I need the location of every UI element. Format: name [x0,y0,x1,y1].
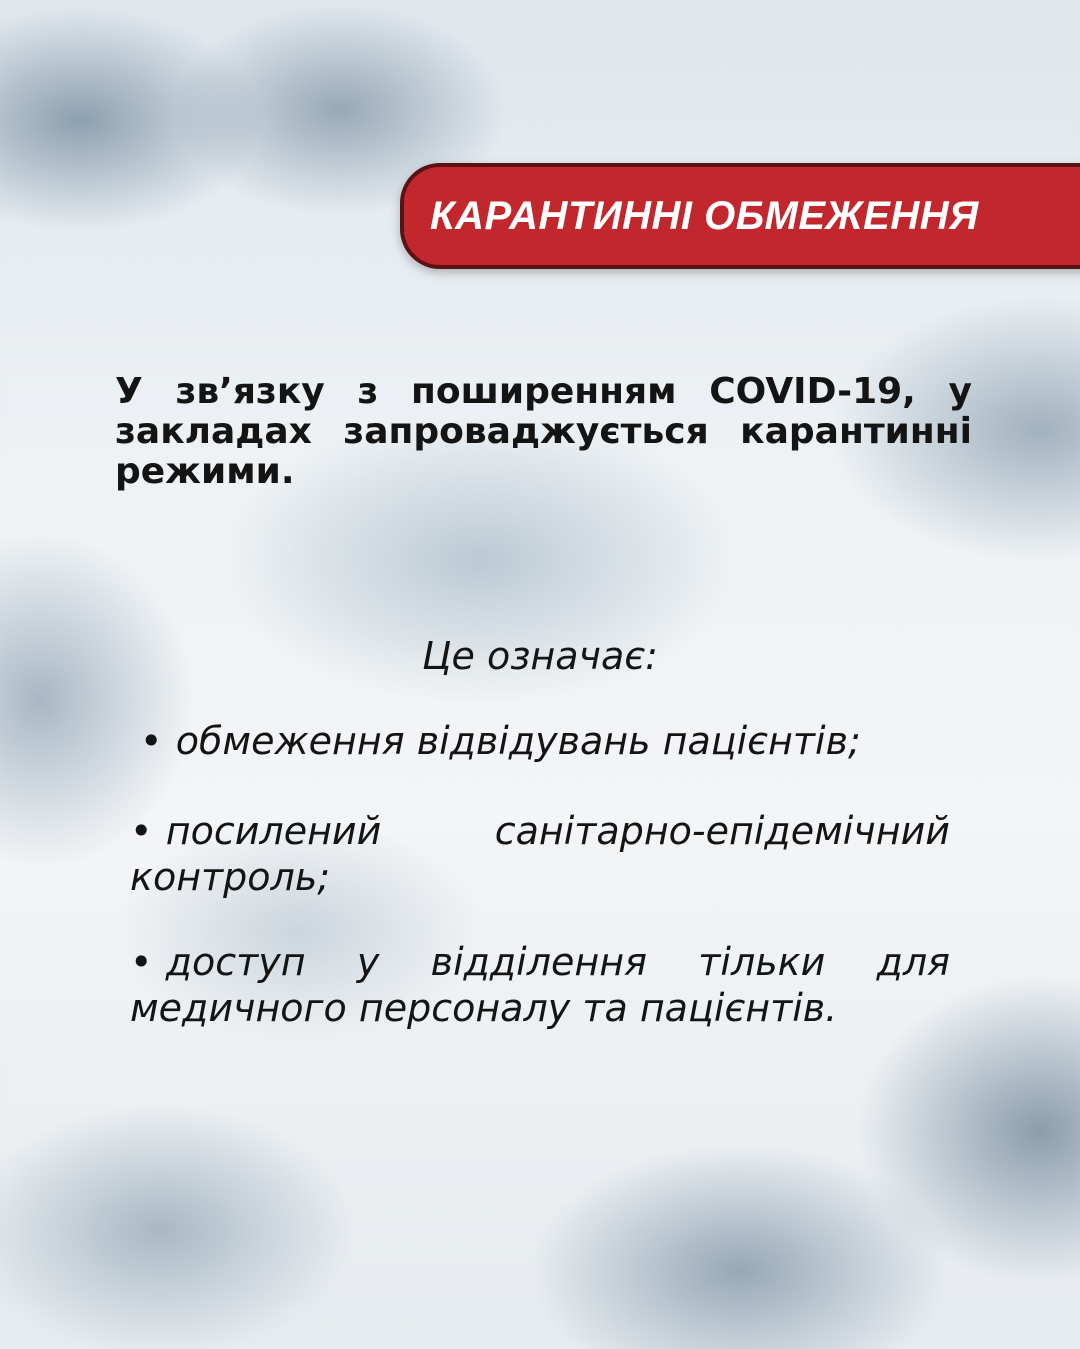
means-heading: Це означає: [422,634,658,678]
list-item [140,718,950,764]
title-banner [400,163,1080,269]
banner-title: КАРАНТИННІ ОБМЕЖЕННЯ [430,194,979,238]
list-item [130,808,950,900]
bullet-icon: • [130,940,153,984]
list-item-text: обмеження відвідувань пацієнтів; [175,719,861,763]
list-item-text: посилений санітарно-епідемічний контроль; [130,809,950,899]
list-item-text: доступ у відділення тільки для медичного персоналу та пацієнтів. [130,940,950,1030]
list-item [130,939,950,1031]
intro-paragraph: У зв’язку з поширенням COVID-19, у закладах запроваджується карантинні режими. [115,371,972,492]
bullet-icon: • [140,719,163,763]
bullet-icon: • [130,809,153,853]
